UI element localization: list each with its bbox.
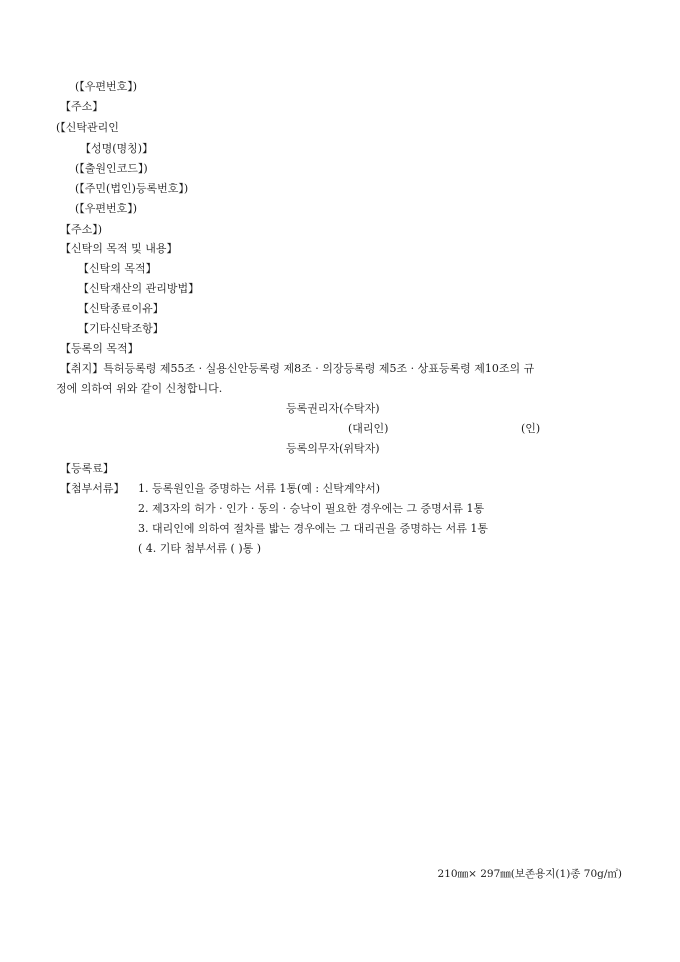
attachments-label: 【첨부서류】 (60, 482, 125, 495)
attachment-item-3: 3. 대리인에 의하여 절차를 밟는 경우에는 그 대리권을 증명하는 서류 1통 (138, 522, 488, 535)
obligor-label: 등록의무자(위탁자) (286, 442, 380, 455)
attachment-item-2: 2. 제3자의 허가 · 인가 · 동의 · 승낙이 필요한 경우에는 그 증명서류 1통 (138, 502, 485, 515)
trust-purpose-field: 【신탁의 목적】 (78, 262, 157, 275)
registration-fee-field: 【등록료】 (60, 462, 114, 475)
right-holder-label: 등록권리자(수탁자) (286, 402, 380, 415)
postal-code-field: (【우편번호】) (75, 80, 138, 93)
manager-applicant-code-field: (【출원인코드】) (75, 162, 148, 175)
attachment-item-1: 1. 등록원인을 증명하는 서류 1통(예 : 신탁계약서) (138, 482, 381, 495)
manager-registration-number-field: (【주민(법인)등록번호】) (75, 182, 189, 195)
paper-spec-footer: 210㎜× 297㎜(보존용지(1)종 70g/㎡) (437, 868, 622, 880)
trust-management-method-field: 【신탁재산의 관리방법】 (78, 282, 200, 295)
manager-postal-code-field: (【우편번호】) (75, 202, 138, 215)
agent-label: (대리인) (348, 422, 389, 435)
seal-mark: (인) (521, 422, 541, 435)
trust-manager-header: (【신탁관리인 (56, 121, 119, 134)
registration-purpose-field: 【등록의 목적】 (60, 342, 139, 355)
other-trust-terms-field: 【기타신탁조항】 (78, 322, 164, 335)
trust-purpose-contents-header: 【신탁의 목적 및 내용】 (60, 242, 178, 255)
trust-termination-reason-field: 【신탁종료이유】 (78, 302, 164, 315)
manager-name-field: 【성명(명칭)】 (80, 142, 154, 155)
purpose-statement-line-2: 정에 의하여 위와 같이 신청합니다. (56, 382, 223, 395)
attachment-item-4: ( 4. 기타 첨부서류 ( )통 ) (138, 542, 262, 555)
address-field: 【주소】 (60, 100, 104, 113)
manager-address-field: 【주소】) (60, 223, 103, 236)
purpose-statement-line-1: 【취지】특허등록령 제55조 · 실용신안등록령 제8조 · 의장등록령 제5조 · 상표등록령 제10조의 규 (60, 362, 535, 375)
